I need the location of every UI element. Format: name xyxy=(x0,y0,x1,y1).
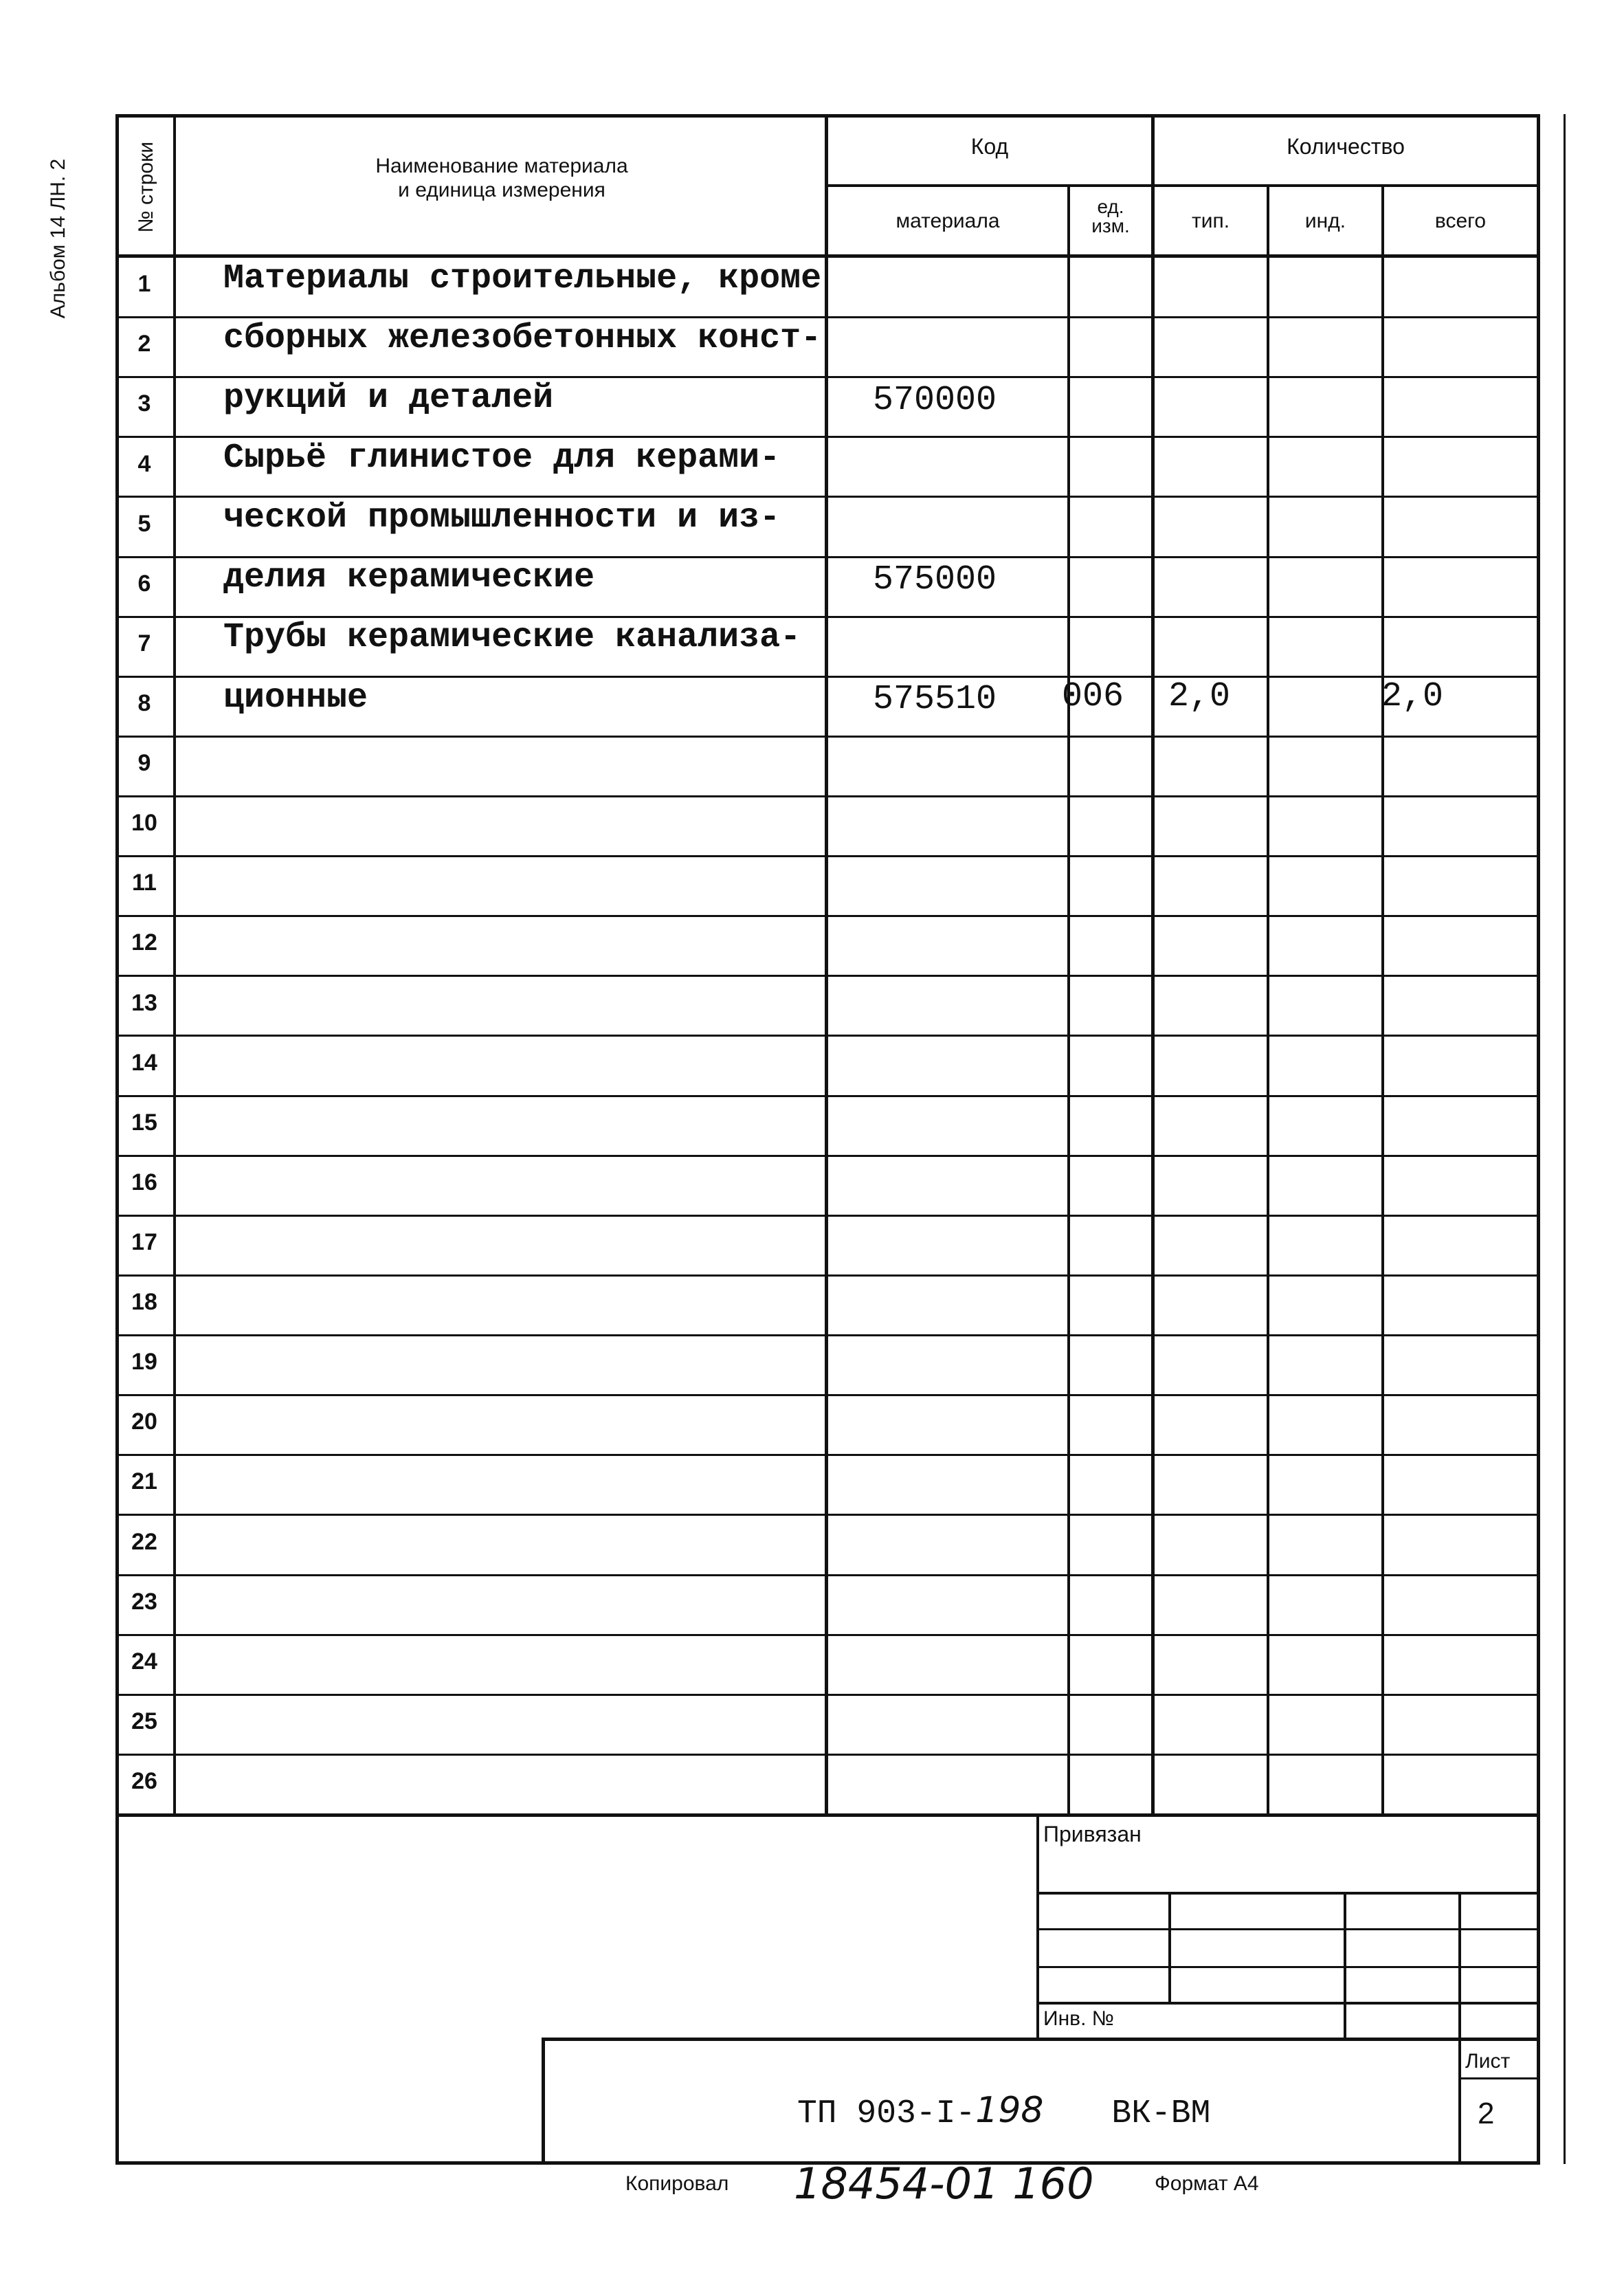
row-number: 5 xyxy=(137,511,151,537)
header-name: Наименование материала и единица измерения xyxy=(375,155,628,201)
row-number: 10 xyxy=(131,810,157,836)
frame-right xyxy=(1537,114,1540,2164)
header-row-no: № строки xyxy=(134,142,157,233)
row-number: 23 xyxy=(131,1589,157,1615)
row-divider xyxy=(115,316,1537,318)
col-line-material xyxy=(1067,186,1070,1815)
row-number: 6 xyxy=(137,571,151,597)
stamp-col-c xyxy=(1458,1892,1461,2161)
titleblock-top xyxy=(542,2038,1537,2041)
stamp-line-a xyxy=(1036,1892,1537,1895)
document-designation xyxy=(797,2090,1210,2132)
stamp-top-line xyxy=(115,1813,1537,1817)
row-divider xyxy=(115,736,1537,738)
material-name: ционные xyxy=(223,678,368,718)
row-divider xyxy=(115,1454,1537,1456)
stamp-col-a xyxy=(1168,1892,1171,2003)
stamp-attached-label: Привязан xyxy=(1043,1822,1142,1846)
stamp-line-b xyxy=(1036,1928,1537,1930)
row-number: 9 xyxy=(137,750,151,776)
designation-suffix: ВК-ВМ xyxy=(1111,2095,1211,2132)
album-side-label: Альбом 14 ЛН. 2 xyxy=(47,158,69,319)
stamp-left-line xyxy=(1036,1813,1039,2040)
row-divider xyxy=(115,1514,1537,1516)
col-line-unit xyxy=(1151,114,1155,1815)
sheet-label: Лист xyxy=(1465,2050,1511,2073)
row-number: 4 xyxy=(137,451,151,477)
header-quantity: Количество xyxy=(1287,134,1405,159)
header-bottom-line xyxy=(115,254,1537,258)
designation-number: 198 xyxy=(975,2090,1044,2131)
row-divider xyxy=(115,795,1537,797)
row-number: 7 xyxy=(137,630,151,656)
row-number: 12 xyxy=(131,929,157,956)
material-name: Сырьё глинистое для керами- xyxy=(223,439,781,478)
col-line-rowno xyxy=(173,114,176,1815)
row-number: 25 xyxy=(131,1708,157,1734)
row-divider xyxy=(115,1634,1537,1636)
header-qty-typ: тип. xyxy=(1191,210,1230,232)
stamp-col-b xyxy=(1344,1892,1346,2040)
row-number: 22 xyxy=(131,1529,157,1555)
material-name: ческой промышленности и из- xyxy=(223,498,781,538)
titleblock-left xyxy=(542,2038,545,2164)
material-name: рукций и деталей xyxy=(223,379,554,418)
row-divider xyxy=(115,1754,1537,1756)
row-divider xyxy=(115,496,1537,498)
qty-total: 2,0 xyxy=(1381,677,1444,716)
format-label: Формат А4 xyxy=(1155,2172,1259,2195)
material-name: Материалы строительные, кроме xyxy=(223,259,822,298)
row-divider xyxy=(115,975,1537,977)
row-number: 14 xyxy=(131,1050,157,1076)
row-number: 3 xyxy=(137,390,151,417)
material-code: 570000 xyxy=(873,381,997,420)
row-number: 19 xyxy=(131,1349,157,1375)
unit-code: 006 xyxy=(1062,677,1124,716)
row-divider xyxy=(115,1155,1537,1157)
material-name: Трубы керамические канализа- xyxy=(223,618,801,657)
qty-typ: 2,0 xyxy=(1168,677,1231,716)
row-divider xyxy=(115,1694,1537,1696)
row-divider xyxy=(115,1274,1537,1277)
col-line-typ xyxy=(1267,186,1269,1815)
row-number: 26 xyxy=(131,1768,157,1794)
col-line-ind xyxy=(1381,186,1384,1815)
header-qty-total: всего xyxy=(1434,210,1487,232)
row-number: 2 xyxy=(137,331,151,357)
row-number: 21 xyxy=(131,1468,157,1494)
row-divider xyxy=(115,1574,1537,1576)
row-number: 15 xyxy=(131,1110,157,1136)
row-number: 18 xyxy=(131,1289,157,1315)
row-divider xyxy=(115,1035,1537,1037)
frame-outer-right xyxy=(1564,114,1566,2164)
row-number: 20 xyxy=(131,1409,157,1435)
designation-prefix: ТП 903-I- xyxy=(797,2095,976,2132)
material-code: 575000 xyxy=(873,560,997,599)
row-number: 17 xyxy=(131,1229,157,1255)
stamp-line-c xyxy=(1036,1966,1537,1968)
header-code: Код xyxy=(970,134,1009,159)
row-divider xyxy=(115,1095,1537,1097)
row-number: 16 xyxy=(131,1169,157,1195)
material-name: сборных железобетонных конст- xyxy=(223,319,822,358)
row-number: 11 xyxy=(132,870,157,896)
row-number: 24 xyxy=(131,1648,157,1675)
col-line-name xyxy=(825,114,828,1815)
row-divider xyxy=(115,915,1537,917)
row-divider xyxy=(115,376,1537,378)
row-number: 8 xyxy=(137,690,151,716)
row-divider xyxy=(115,1394,1537,1396)
stamp-line-d xyxy=(1036,2002,1537,2005)
row-divider xyxy=(115,855,1537,857)
row-divider xyxy=(115,1215,1537,1217)
copied-label: Копировал xyxy=(625,2172,729,2195)
header-code-unit: ед. изм. xyxy=(1091,196,1130,236)
row-divider xyxy=(115,1334,1537,1336)
row-divider xyxy=(115,676,1537,678)
sheet-number: 2 xyxy=(1478,2097,1495,2130)
stamp-inv-label: Инв. № xyxy=(1043,2007,1114,2030)
row-number: 13 xyxy=(131,990,157,1016)
header-code-material: материала xyxy=(896,210,1000,232)
frame-left xyxy=(115,114,119,2164)
header-mid-line xyxy=(825,184,1537,187)
row-divider xyxy=(115,436,1537,438)
material-code: 575510 xyxy=(873,680,997,719)
material-name: делия керамические xyxy=(223,558,595,597)
copied-number: 18454-01 160 xyxy=(794,2159,1094,2209)
header-qty-ind: инд. xyxy=(1304,210,1346,232)
sheet-label-line xyxy=(1458,2077,1537,2079)
row-number: 1 xyxy=(137,271,151,297)
